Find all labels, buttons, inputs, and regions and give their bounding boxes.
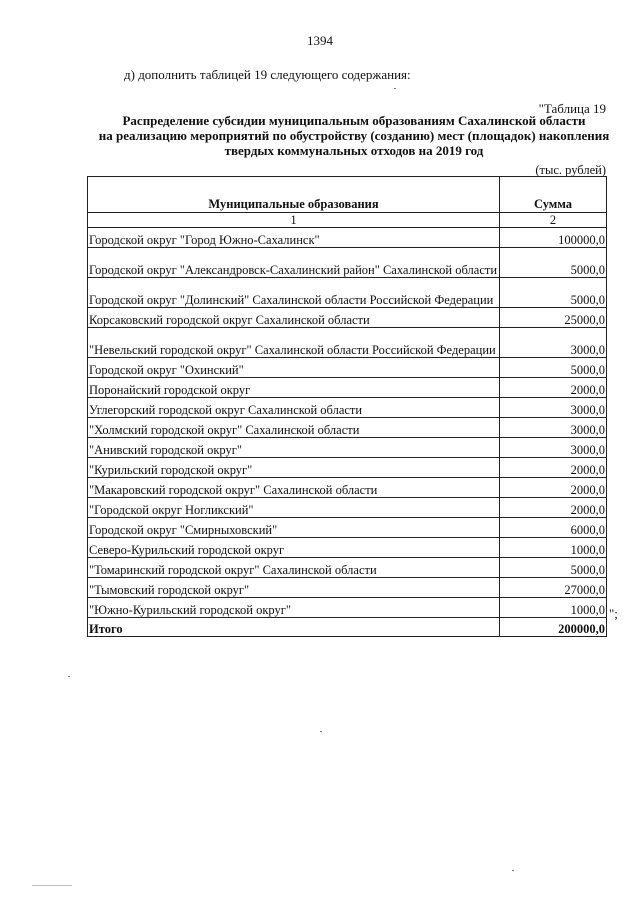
row-name: Северо-Курильский городской округ bbox=[88, 538, 500, 558]
row-sum: 2000,0 bbox=[500, 498, 607, 518]
total-row bbox=[88, 618, 607, 637]
column-number: 1 bbox=[88, 213, 500, 228]
row-name: "Курильский городской округ" bbox=[88, 458, 500, 478]
table-row bbox=[88, 398, 607, 418]
title-line: на реализацию мероприятий по обустройству (созданию) мест (площадок) накопления bbox=[98, 128, 610, 143]
scan-speck bbox=[320, 731, 322, 732]
table-row bbox=[88, 418, 607, 438]
page-number: 1394 bbox=[307, 33, 333, 48]
intro-text: д) дополнить таблицей 19 следующего содержания: bbox=[124, 67, 411, 82]
row-sum: 3000,0 bbox=[500, 398, 607, 418]
title-line: твердых коммунальных отходов на 2019 год bbox=[224, 143, 484, 158]
row-sum: 1000,0 bbox=[500, 598, 607, 618]
row-sum: 5000,0 bbox=[500, 558, 607, 578]
total-sum: 200000,0 bbox=[500, 618, 607, 637]
row-name: "Анивский городской округ" bbox=[88, 438, 500, 458]
row-name: Поронайский городской округ bbox=[88, 378, 500, 398]
row-name: Городской округ "Смирныховский" bbox=[88, 518, 500, 538]
row-name: "Томаринский городской округ" Сахалинской области bbox=[88, 558, 500, 578]
row-sum: 5000,0 bbox=[500, 278, 607, 308]
table-row bbox=[88, 478, 607, 498]
table-label: "Таблица 19 bbox=[538, 101, 606, 116]
row-sum: 2000,0 bbox=[500, 458, 607, 478]
row-sum: 27000,0 bbox=[500, 578, 607, 598]
table-row bbox=[88, 558, 607, 578]
table-row bbox=[88, 578, 607, 598]
table-row bbox=[88, 328, 607, 358]
table-row bbox=[88, 598, 607, 618]
header-municipality: Муниципальные образования bbox=[88, 177, 500, 213]
table-row bbox=[88, 458, 607, 478]
row-name: Городской округ "Охинский" bbox=[88, 358, 500, 378]
title-line: Распределение субсидии муниципальным образованиям Сахалинской области bbox=[122, 113, 586, 128]
table-row bbox=[88, 518, 607, 538]
subsidy-table bbox=[87, 176, 607, 637]
table-row bbox=[88, 228, 607, 248]
header-sum: Сумма bbox=[500, 177, 607, 213]
row-sum: 100000,0 bbox=[500, 228, 607, 248]
column-number: 2 bbox=[500, 213, 607, 228]
row-name: "Тымовский городской округ" bbox=[88, 578, 500, 598]
row-sum: 5000,0 bbox=[500, 358, 607, 378]
table-title bbox=[84, 113, 624, 158]
row-name: "Невельский городской округ" Сахалинской области Российской Федерации bbox=[88, 328, 500, 358]
table-row bbox=[88, 308, 607, 328]
row-sum: 6000,0 bbox=[500, 518, 607, 538]
table-row bbox=[88, 248, 607, 278]
row-sum: 2000,0 bbox=[500, 478, 607, 498]
row-sum: 3000,0 bbox=[500, 418, 607, 438]
closing-quote: "; bbox=[609, 606, 618, 621]
row-sum: 25000,0 bbox=[500, 308, 607, 328]
row-name: Городской округ "Долинский" Сахалинской области Российской Федерации bbox=[88, 278, 500, 308]
row-name: "Южно-Курильский городской округ" bbox=[88, 598, 500, 618]
column-number-row bbox=[88, 213, 607, 228]
row-name: "Холмский городской округ" Сахалинской области bbox=[88, 418, 500, 438]
row-sum: 3000,0 bbox=[500, 438, 607, 458]
scan-speck bbox=[32, 885, 72, 886]
table-row bbox=[88, 538, 607, 558]
row-sum: 3000,0 bbox=[500, 328, 607, 358]
row-name: Городской округ "Александровск-Сахалинский район" Сахалинской области bbox=[88, 248, 500, 278]
row-name: Корсаковский городской округ Сахалинской области bbox=[88, 308, 500, 328]
row-sum: 5000,0 bbox=[500, 248, 607, 278]
table-row bbox=[88, 498, 607, 518]
scan-speck bbox=[68, 676, 70, 677]
scan-speck bbox=[512, 870, 514, 871]
total-label: Итого bbox=[88, 618, 500, 637]
row-sum: 2000,0 bbox=[500, 378, 607, 398]
row-sum: 1000,0 bbox=[500, 538, 607, 558]
row-name: "Макаровский городской округ" Сахалинской области bbox=[88, 478, 500, 498]
table-row bbox=[88, 278, 607, 308]
row-name: "Городской округ Ногликский" bbox=[88, 498, 500, 518]
row-name: Городской округ "Город Южно-Сахалинск" bbox=[88, 228, 500, 248]
scan-speck bbox=[394, 88, 396, 89]
units-label: (тыс. рублей) bbox=[535, 163, 606, 177]
table-row bbox=[88, 438, 607, 458]
row-name: Углегорский городской округ Сахалинской области bbox=[88, 398, 500, 418]
table-row bbox=[88, 378, 607, 398]
table-row bbox=[88, 358, 607, 378]
